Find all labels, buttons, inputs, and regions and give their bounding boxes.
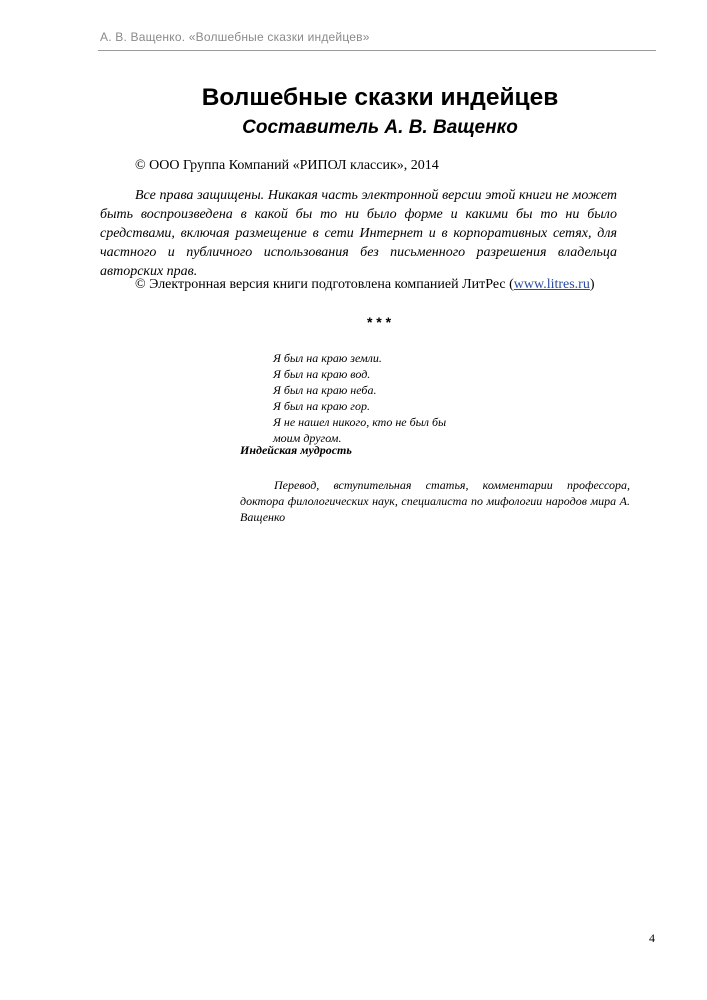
epigraph xyxy=(273,350,446,446)
epigraph-line: Я был на краю земли. xyxy=(273,351,382,365)
epigraph-attribution: Индейская мудрость xyxy=(240,443,352,457)
copyright-line: © ООО Группа Компаний «РИПОЛ классик», 2014 xyxy=(135,158,439,173)
epigraph-line: Я был на краю неба. xyxy=(273,383,377,397)
ebook-notice-text: © Электронная версия книги подготовлена компанией ЛитРес ( xyxy=(135,277,514,292)
book-title: Волшебные сказки индейцев xyxy=(201,84,559,111)
epigraph-line: Я не нашел никого, кто не был бы xyxy=(273,415,447,429)
page-number: 4 xyxy=(649,931,655,945)
ebook-notice xyxy=(100,275,617,294)
epigraph-line: моим другом. xyxy=(273,431,342,445)
translator-note: Перевод, вступительная статья, комментарии профессора, доктора филологических наук, специалиста по мифологии народов мира А. Ващенко xyxy=(240,478,630,524)
running-header: А. В. Ващенко. «Волшебные сказки индейцев» xyxy=(100,30,370,44)
litres-link[interactable]: www.litres.ru xyxy=(513,277,590,292)
rights-notice: Все права защищены. Никакая часть электронной версии этой книги не может быть воспроизведена в какой бы то ни было форме и какими бы то ни было средствами, включая размещение в сети Интернет и в корпоративных сетях, для частного и публичного использования без письменного разрешения владельца авторских прав. xyxy=(100,188,617,279)
epigraph-line: Я был на краю гор. xyxy=(273,399,370,413)
ebook-notice-closing: ) xyxy=(589,277,595,292)
epigraph-line: Я был на краю вод. xyxy=(273,367,371,381)
book-subtitle: Составитель А. В. Ващенко xyxy=(242,117,518,138)
section-separator: * * * xyxy=(366,314,392,330)
header-divider xyxy=(98,50,656,51)
